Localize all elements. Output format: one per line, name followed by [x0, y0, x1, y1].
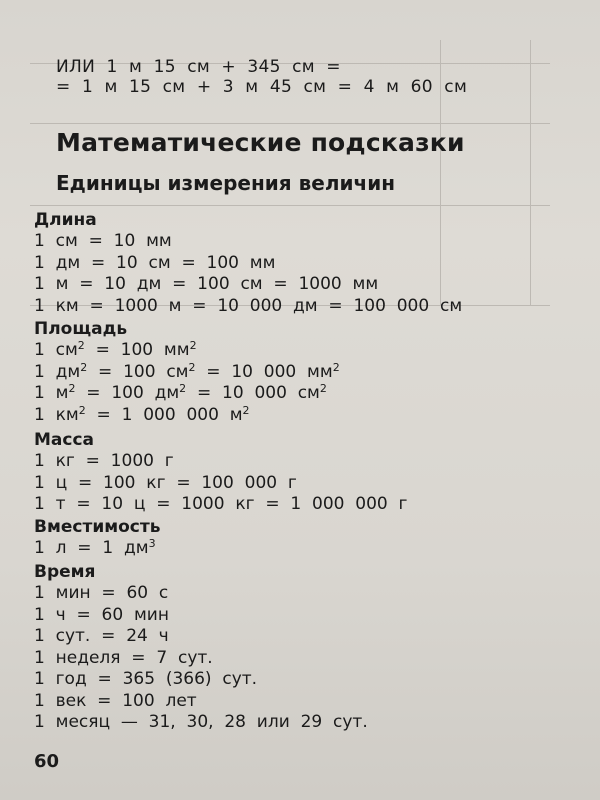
- unit-row: 1 неделя = 7 сут.: [34, 647, 213, 668]
- unit-row: 1 $м^2 = 100$ $дм^2 = 10$ 000 $см^2$: [34, 382, 327, 403]
- section-area: [34, 318, 340, 426]
- unit-row: 1 сут. = 24 ч: [34, 626, 169, 646]
- section-title: Время: [34, 562, 96, 582]
- section-title: Площадь: [34, 319, 128, 339]
- unit-row: 1 век = 100 лет: [34, 690, 197, 711]
- section-mass: [34, 429, 407, 516]
- unit-row: 1 $км^2 = 1$ 000 000 $м^2$: [34, 403, 250, 425]
- exponent: 3: [148, 537, 156, 550]
- exponent: 2: [319, 382, 327, 395]
- exponent: 2: [80, 360, 88, 374]
- unit-row: 1 мин = 60 с: [34, 583, 169, 603]
- exponent: 2: [179, 382, 187, 395]
- unit-row: 1 $см^2 = 100$ $мм^2$: [34, 339, 197, 360]
- exponent: 2: [189, 339, 197, 352]
- unit-row: 1 т = 10 ц = 1000 кг = 1 000 000 г: [34, 494, 408, 514]
- unit-row: 1 месяц — 31, 30, 28 или 29 сут.: [34, 712, 368, 732]
- section-time: [34, 561, 368, 734]
- unit-row: 1 см = 10 мм: [34, 231, 172, 251]
- section-capacity: [34, 516, 160, 560]
- equation-line-2: = 1 м 15 см + 3 м 45 см = 4 м 60 см: [56, 77, 468, 97]
- unit-row: 1 год = 365 (366) сут.: [34, 669, 258, 689]
- section-title: Длина: [34, 210, 97, 230]
- section-length: [34, 209, 462, 317]
- unit-row: 1 ч = 60 мин: [34, 604, 169, 625]
- unit-row: 1 кг = 1000 г: [34, 451, 174, 471]
- unit-row: 1 м = 10 дм = 100 см = 1000 мм: [34, 274, 379, 294]
- bleed-through-rule: [30, 123, 550, 124]
- bleed-through-rule: [530, 40, 531, 305]
- exponent: 2: [332, 360, 340, 374]
- unit-row: 1 л = 1 $дм^3$: [34, 537, 156, 558]
- unit-row: 1 $дм^2 = 100$ $см^2 = 10$ 000 $мм^2$: [34, 360, 340, 382]
- bleed-through-rule: [30, 205, 550, 206]
- exponent: 2: [78, 403, 86, 417]
- exponent: 2: [188, 360, 196, 374]
- page-title: Математические подсказки: [56, 128, 465, 157]
- page-number: 60: [34, 751, 60, 772]
- section-title: Вместимость: [34, 517, 161, 537]
- unit-row: 1 дм = 10 см = 100 мм: [34, 252, 276, 273]
- unit-row: 1 км = 1000 м = 10 000 дм = 100 000 см: [34, 295, 463, 316]
- exponent: 2: [242, 403, 250, 417]
- exponent: 2: [77, 339, 85, 352]
- section-title: Масса: [34, 430, 95, 450]
- unit-row: 1 ц = 100 кг = 100 000 г: [34, 472, 297, 493]
- exponent: 2: [68, 382, 76, 395]
- equation-line-1: ИЛИ 1 м 15 см + 345 см =: [56, 57, 341, 77]
- page-subtitle: Единицы измерения величин: [56, 171, 396, 195]
